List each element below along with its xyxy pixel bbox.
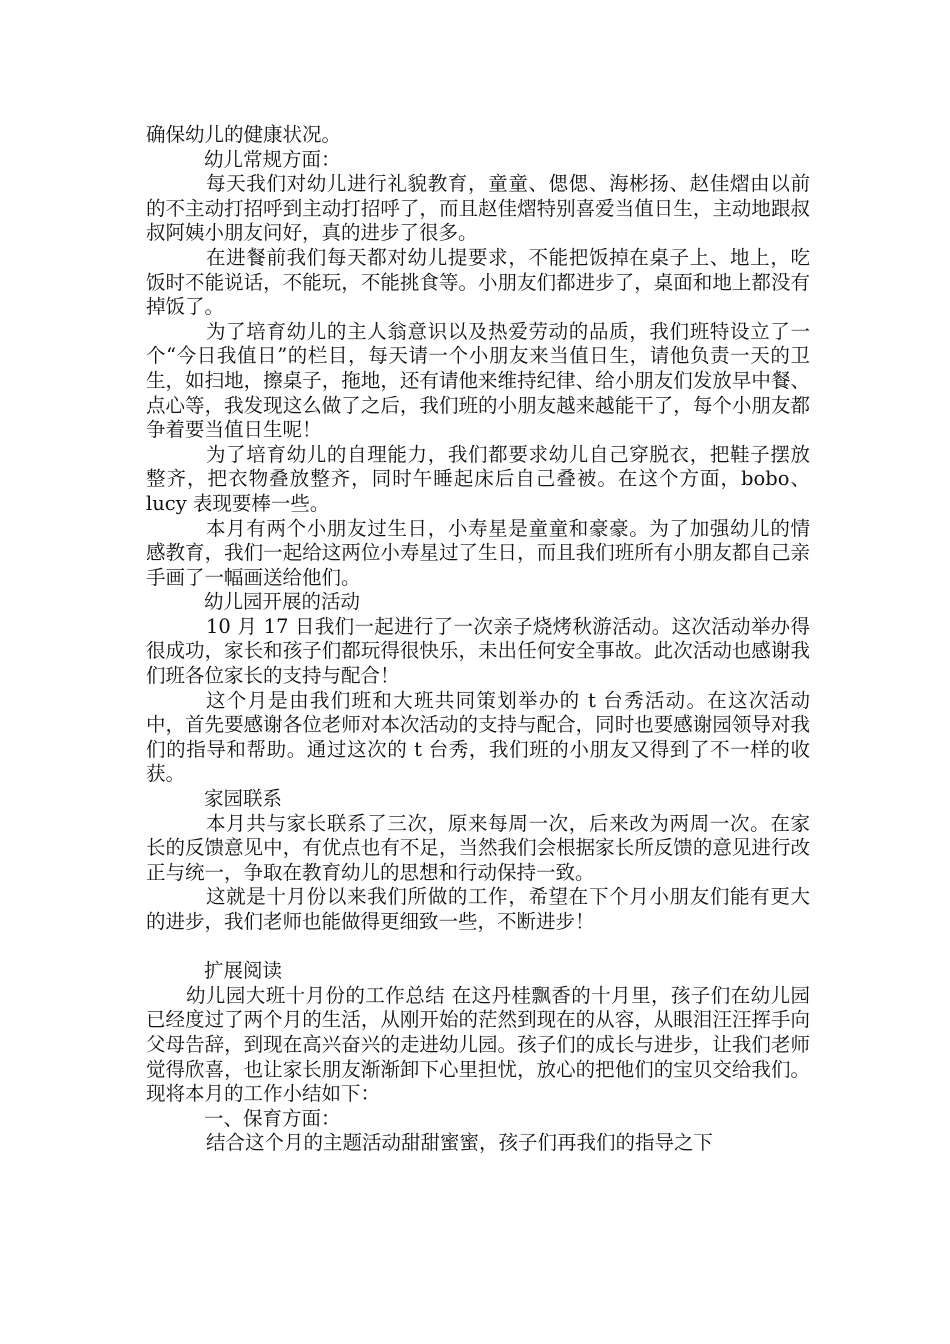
body-paragraph: 为了培育幼儿的主人翁意识以及热爱劳动的品质，我们班特设立了一个“今日我值日”的栏目，每天请一个小朋友来当值日生，请他负责一天的卫生，如扫地，擦桌子，拖地，还有请他来维持纪律、给小朋友们发放早中餐、点心等，我发现这么做了之后，我们班的小朋友越来越能干了，每个小朋友都争着要当值日生呢！ [146, 319, 810, 442]
body-paragraph: 这个月是由我们班和大班共同策划举办的 t 台秀活动。在这次活动中，首先要感谢各位老师对本次活动的支持与配合，同时也要感谢园领导对我们的指导和帮助。通过这次的 t 台秀，我们班的小朋友又得到了不一样的收获。 [146, 688, 810, 786]
section-heading: 扩展阅读 [204, 959, 283, 983]
body-paragraph: 10 月 17 日我们一起进行了一次亲子烧烤秋游活动。这次活动举办得很成功，家长和孩子们都玩得很快乐，未出任何安全事故。此次活动也感谢我们班各位家长的支持与配合！ [146, 614, 810, 688]
paragraph-spacer [146, 935, 810, 960]
section-heading: 幼儿园开展的活动 [204, 590, 361, 614]
body-paragraph: 本月有两个小朋友过生日，小寿星是童童和豪豪。为了加强幼儿的情感教育，我们一起给这两位小寿星过了生日，而且我们班所有小朋友都自己亲手画了一幅画送给他们。 [146, 516, 810, 589]
section-heading: 一、保育方面： [204, 1106, 341, 1130]
body-paragraph: 这就是十月份以来我们所做的工作，希望在下个月小朋友们能有更大的进步，我们老师也能做得更细致一些，不断进步！ [146, 885, 810, 933]
section-heading: 家园联系 [204, 787, 283, 811]
body-paragraph: 每天我们对幼儿进行礼貌教育，童童、偲偲、海彬扬、赵佳熠由以前的不主动打招呼到主动打招呼了，而且赵佳熠特别喜爱当值日生，主动地跟叔叔阿姨小朋友问好，真的进步了很多。 [146, 172, 810, 245]
body-paragraph: 结合这个月的主题活动甜甜蜜蜜，孩子们再我们的指导之下 [206, 1131, 714, 1155]
body-paragraph: 本月共与家长联系了三次，原来每周一次，后来改为两周一次。在家长的反馈意见中，有优点也有不足，当然我们会根据家长所反馈的意见进行改正与统一，争取在教育幼儿的思想和行动保持一致。 [146, 811, 810, 884]
body-paragraph: 幼儿园大班十月份的工作总结 在这丹桂飘香的十月里，孩子们在幼儿园已经度过了两个月的生活，从刚开始的茫然到现在的从容，从眼泪汪汪挥手向父母告辞，到现在高兴奋兴的走进幼儿园。孩子们的成长与进步，让我们老师觉得欣喜，也让家长朋友渐渐卸下心里担忧，放心的把他们的宝贝交给我们。现将本月的工作小结如下： [146, 983, 810, 1106]
document-body [146, 123, 810, 1156]
section-heading: 幼儿常规方面： [204, 147, 341, 171]
body-paragraph: 确保幼儿的健康状况。 [146, 123, 342, 146]
body-paragraph: 为了培育幼儿的自理能力，我们都要求幼儿自己穿脱衣，把鞋子摆放整齐，把衣物叠放整齐，同时午睡起床后自己叠被。在这个方面，bobo、 lucy 表现要棒一些。 [146, 442, 810, 515]
body-paragraph: 在进餐前我们每天都对幼儿提要求，不能把饭掉在桌子上、地上，吃饭时不能说话，不能玩，不能挑食等。小朋友们都进步了，桌面和地上都没有掉饭了。 [146, 245, 810, 319]
